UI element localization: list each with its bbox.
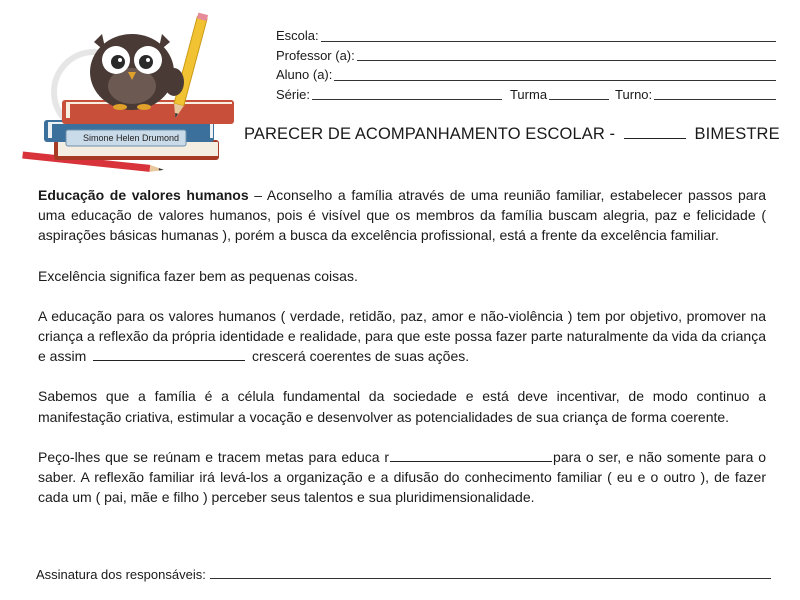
owl-books-illustration <box>14 12 244 182</box>
aluno-row <box>276 65 776 85</box>
logo-watermark-text: Simone Helen Drumond <box>82 133 180 143</box>
professor-label: Professor (a): <box>276 47 355 63</box>
serie-field[interactable] <box>312 85 502 101</box>
paragraph-1 <box>38 185 766 246</box>
serie-row <box>276 85 776 105</box>
paragraph-5-blank[interactable] <box>390 448 552 462</box>
turno-label: Turno: <box>615 86 653 102</box>
paragraph-3 <box>38 306 766 367</box>
professor-field[interactable] <box>357 46 776 62</box>
escola-row <box>276 26 776 46</box>
turma-label: Turma <box>509 86 548 102</box>
paragraph-2: Excelência significa fazer bem as pequenas coisas. <box>38 267 358 284</box>
aluno-label: Aluno (a): <box>276 67 333 82</box>
signature-row <box>36 567 771 582</box>
paragraph-3-blank[interactable] <box>93 347 245 361</box>
paragraph-5-text-b: para o ser, e não somente para o saber. A reflexão familiar irá levá-los a organização e a difusão do conhecimento familiar ( eu e o outro ), de fazer cada um ( pai, mãe e filho ) perceber seus talentos e sua pluridimensionalidade. <box>38 448 766 506</box>
signature-field[interactable] <box>210 567 771 579</box>
professor-row <box>276 46 776 66</box>
title-suffix: BIMESTRE <box>694 125 780 143</box>
signature-label: Assinatura dos responsáveis: <box>36 567 206 582</box>
paragraph-4: Sabemos que a família é a célula fundamental da sociedade e está deve incentivar, de modo continuo a manifestação criativa, estimular a vocação e desenvolver as potencialidades de sua criança de forma coerente. <box>38 388 766 425</box>
paragraph-3-text-b: crescerá coerentes de suas ações. <box>252 348 470 365</box>
document-title <box>244 124 780 144</box>
paragraph-5-text-a: Peço-lhes que se reúnam e tracem metas para educa r <box>38 448 390 465</box>
paragraph-1-heading: Educação de valores humanos <box>38 187 249 203</box>
turno-field[interactable] <box>654 85 776 101</box>
paragraph-5 <box>38 447 766 508</box>
serie-label: Série: <box>276 86 310 102</box>
turma-field[interactable] <box>549 85 609 101</box>
bimestre-blank[interactable] <box>624 124 686 139</box>
paragraph-1-text: – Aconselho a família através de uma reunião familiar, estabelecer passos para uma educação de valores humanos, pois é visível que os membros da família buscam alegria, paz e felicidade ( aspirações básicas humanas ), porém a busca da excelência profissional, está a frente da excelência familiar. <box>38 187 766 244</box>
header-fields <box>276 26 776 104</box>
title-prefix: PARECER DE ACOMPANHAMENTO ESCOLAR - <box>244 125 616 143</box>
owl-books-logo <box>14 12 244 182</box>
escola-field[interactable] <box>321 26 776 42</box>
document-body <box>38 185 766 527</box>
aluno-field[interactable] <box>334 65 776 81</box>
escola-label: Escola: <box>276 28 319 43</box>
paragraph-3-text-a: A educação para os valores humanos ( verdade, retidão, paz, amor e não-violência ) tem por objetivo, promover na criança a reflexão da própria identidade e realidade, para que este possa fazer parte naturalmente da vida da criança e assim <box>38 307 766 365</box>
